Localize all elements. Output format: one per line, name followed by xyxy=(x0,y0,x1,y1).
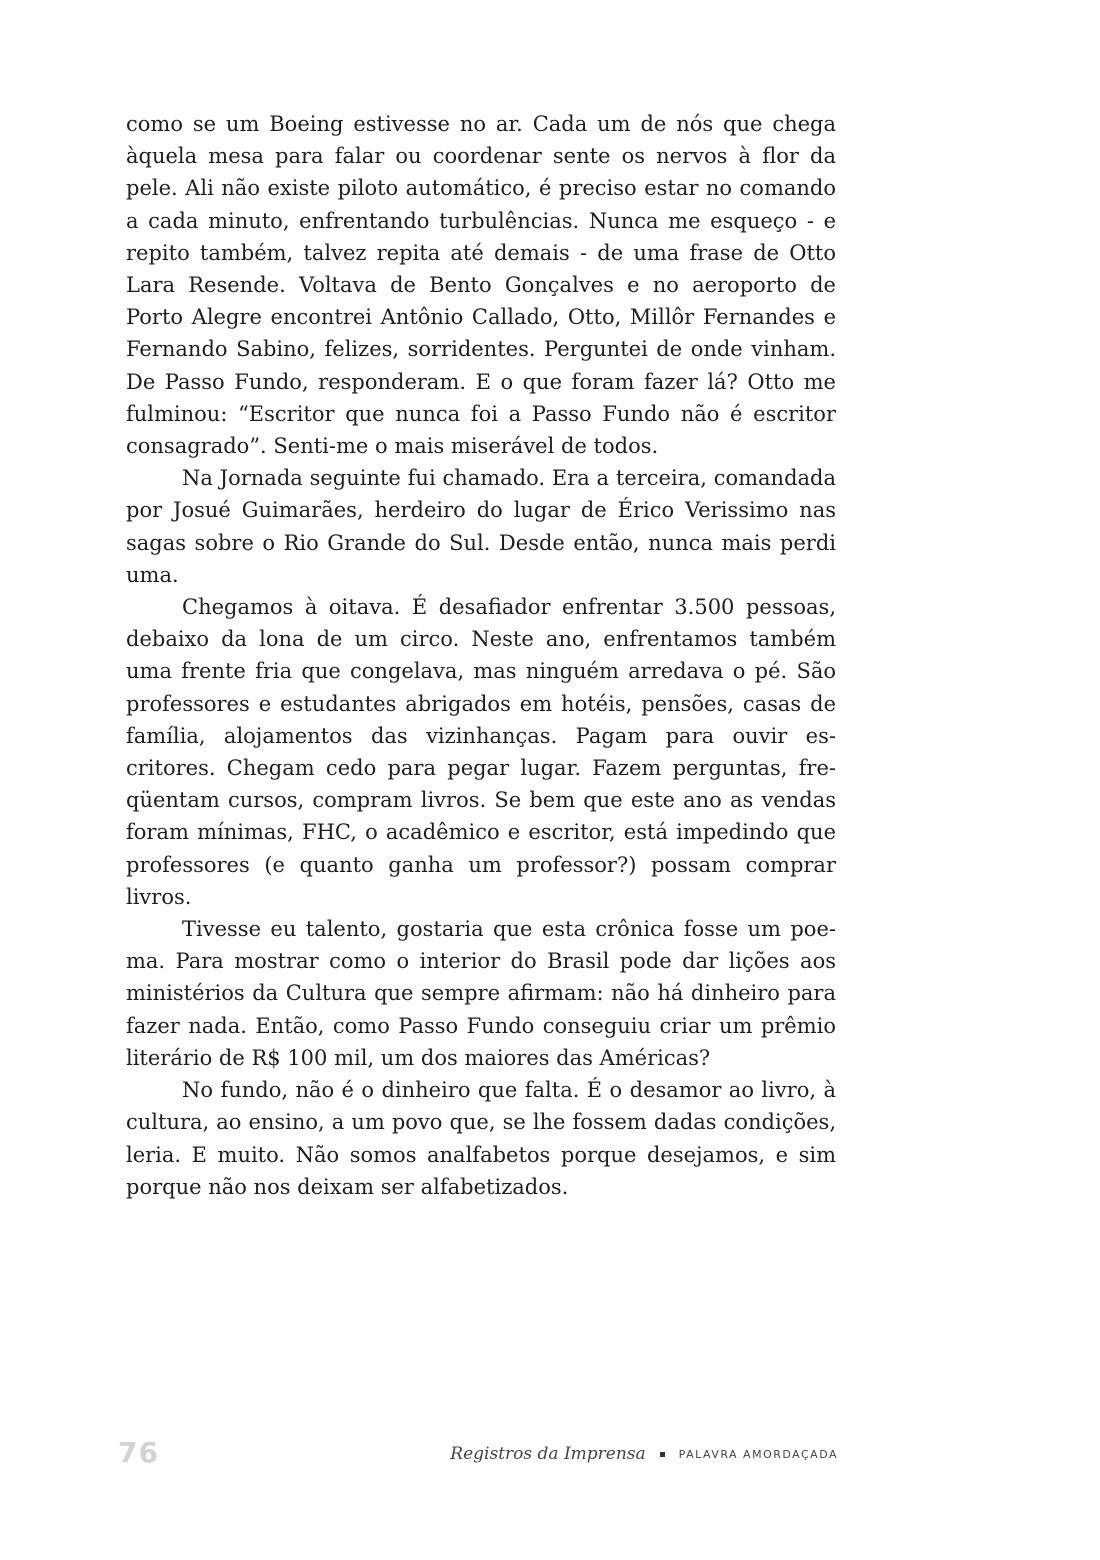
paragraph-4: Tivesse eu talento, gostaria que esta crônica fosse um poema. Para mostrar como o interior do Brasil pode dar lições aos ministérios da Cultura que sempre afirmam: não há dinheiro para fazer nada. Então, como Passo Fundo conseguiu criar um prêmio literário de R$ 100 mil, um dos maiores das Américas? xyxy=(126,917,836,1070)
collection-title: PALAVRA AMORDAÇADA xyxy=(678,1447,838,1461)
body-text xyxy=(126,108,836,1203)
separator-dot-icon xyxy=(660,1452,665,1457)
paragraph-5: No fundo, não é o dinheiro que falta. É o desamor ao livro, à cultura, ao ensino, a um povo que, se lhe fossem dadas condições, leria. E muito. Não somos analfabetos porque desejamos, e sim porque não nos deixam ser alfabetizados. xyxy=(126,1078,836,1199)
running-head xyxy=(450,1444,838,1464)
page-number: 76 xyxy=(118,1436,159,1469)
page-footer xyxy=(118,1436,838,1472)
book-title: Registros da Imprensa xyxy=(450,1444,646,1464)
paragraph-3: Chegamos à oitava. É desafiador enfrentar 3.500 pessoas, debaixo da lona de um circo. Neste ano, enfrentamos também uma frente fria que congelava, mas ninguém arredava o pé. São professores e estudantes abrigados em hotéis, pensões, casas de família, alojamentos das vizinhanças. Pagam para ouvir escritores. Chegam cedo para pegar lugar. Fazem perguntas, freqüentam cursos, compram livros. Se bem que este ano as vendas foram mínimas, FHC, o acadêmico e escritor, está impedindo que professores (e quanto ganha um professor?) possam comprar livros. xyxy=(126,595,836,909)
paragraph-2: Na Jornada seguinte fui chamado. Era a terceira, comandada por Josué Guimarães, herdeiro do lugar de Érico Verissimo nas sagas sobre o Rio Grande do Sul. Desde então, nunca mais perdi uma. xyxy=(126,466,836,587)
paragraph-1: como se um Boeing estivesse no ar. Cada um de nós que chega àquela mesa para falar ou coordenar sente os nervos à flor da pele. Ali não existe piloto automático, é preciso estar no comando a cada minuto, enfrentando turbulências. Nunca me esqueço - e repito também, talvez repita até demais - de uma frase de Otto Lara Resende. Voltava de Bento Gonçalves e no aeroporto de Porto Alegre encontrei Antônio Callado, Otto, Millôr Fernandes e Fernando Sabino, felizes, sorridentes. Perguntei de onde vinham. De Passo Fundo, responderam. E o que foram fazer lá? Otto me fulminou: “Escritor que nunca foi a Passo Fundo não é escritor consagrado”. Senti-me o mais miserável de todos. xyxy=(126,112,836,459)
